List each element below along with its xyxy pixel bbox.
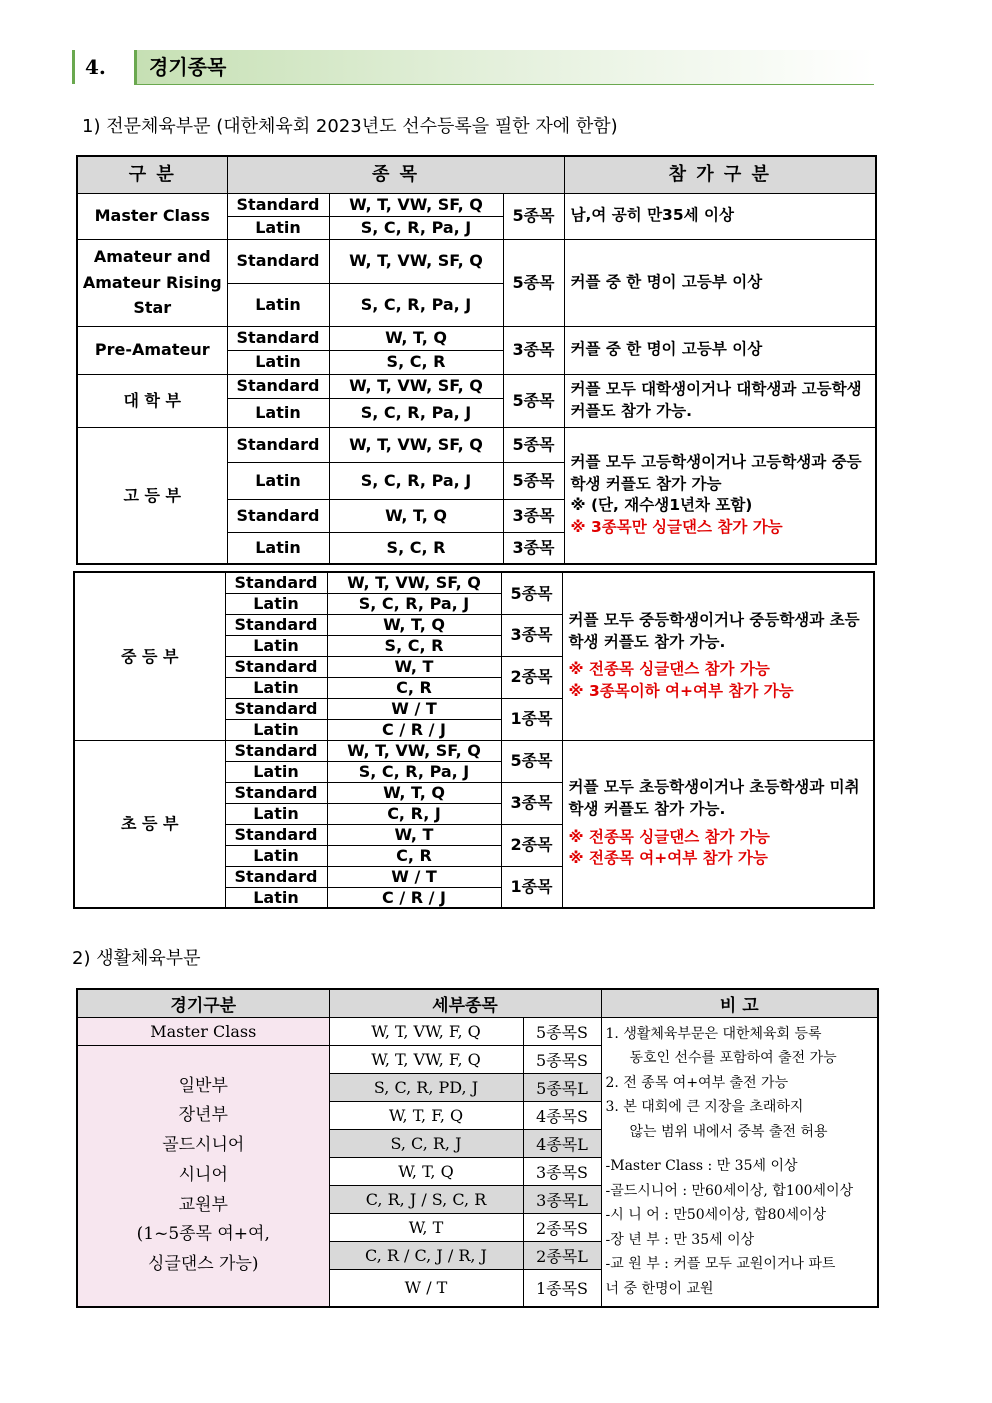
- event-count: 2종목L: [523, 1241, 601, 1269]
- eligibility-note: 커플 중 한 명이 고등부 이상: [564, 326, 876, 374]
- division-line: 일반부: [178, 1075, 228, 1096]
- event-list: S, C, R, J: [329, 1129, 523, 1157]
- section-title: 경기종목: [134, 50, 874, 84]
- dance-type: Standard: [225, 782, 327, 803]
- note-line: 커플 모두 초등학생이거나 초등학생과 미취: [568, 778, 860, 797]
- eligibility-note: [562, 740, 874, 908]
- division-line: 골드시니어: [162, 1135, 245, 1156]
- event-list: W / T: [329, 1269, 523, 1307]
- event-count: 4종목S: [523, 1101, 601, 1129]
- event-list: W, T: [327, 824, 501, 845]
- event-list: W, T: [329, 1213, 523, 1241]
- event-count: 4종목L: [523, 1129, 601, 1157]
- event-list: W, T, Q: [327, 782, 501, 803]
- header-remarks: 비 고: [601, 989, 878, 1017]
- event-list: W, T, Q: [329, 499, 503, 532]
- event-list: S, C, R, Pa, J: [329, 462, 503, 499]
- dance-type: Latin: [225, 761, 327, 782]
- note-line-red: ※ 전종목 여+여부 참가 가능: [568, 849, 768, 868]
- junior-table: [73, 571, 875, 909]
- event-count: 5종목: [503, 239, 564, 326]
- event-count: 5종목: [503, 193, 564, 239]
- note-line: 커플 모두 고등학생이거나 고등학생과 중등: [570, 452, 862, 471]
- dance-type: Latin: [225, 677, 327, 698]
- header-events: 종 목: [227, 156, 564, 193]
- remark-line: -골드시니어 : 만60세이상, 합100세이상: [605, 1182, 854, 1199]
- remark-line: -장 년 부 : 만 35세 이상: [605, 1231, 755, 1248]
- event-list: W, T, VW, SF, Q: [329, 239, 503, 283]
- remark-line: 1. 생활체육부문은 대한체육회 등록: [605, 1025, 822, 1042]
- event-list: S, C, R, Pa, J: [329, 398, 503, 427]
- eligibility-note: [562, 572, 874, 740]
- remark-line: -교 원 부 : 커플 모두 교원이거나 파트: [605, 1256, 836, 1272]
- event-list: C, R: [327, 845, 501, 866]
- dance-type: Standard: [227, 193, 329, 216]
- dance-type: Latin: [227, 350, 329, 374]
- remark-line: 너 중 한명이 교원: [605, 1280, 714, 1297]
- dance-type: Latin: [225, 887, 327, 908]
- dance-type: Standard: [225, 656, 327, 677]
- dance-type: Latin: [227, 216, 329, 239]
- note-line: 커플 모두 대학생이거나 대학생과 고등학생: [570, 379, 862, 398]
- event-list: S, C, R: [329, 532, 503, 564]
- event-list: S, C, R, Pa, J: [327, 593, 501, 614]
- dance-type: Standard: [227, 499, 329, 532]
- event-list: C, R, J: [327, 803, 501, 824]
- event-count: 2종목: [501, 656, 562, 698]
- section-number: 4.: [72, 50, 128, 84]
- event-count: 1종목: [501, 698, 562, 740]
- event-list: W, T, VW, F, Q: [329, 1045, 523, 1073]
- note-line: 학생 커플도 참가 가능: [570, 474, 722, 493]
- dance-type: Latin: [227, 283, 329, 326]
- note-line-red: ※ 3종목만 싱글댄스 참가 가능: [570, 517, 783, 536]
- dance-type: Latin: [225, 845, 327, 866]
- dance-type: Standard: [225, 740, 327, 761]
- event-list: W, T: [327, 656, 501, 677]
- elementary-label: 초 등 부: [74, 740, 225, 908]
- division-line: 교원부: [178, 1194, 228, 1215]
- header-category: 구 분: [77, 156, 227, 193]
- event-list: S, C, R, Pa, J: [327, 761, 501, 782]
- event-list: C, R, J / S, C, R: [329, 1185, 523, 1213]
- master-class-label: Master Class: [77, 193, 227, 239]
- event-list: W, T, VW, F, Q: [329, 1017, 523, 1045]
- remark-line: -시 니 어 : 만50세이상, 합80세이상: [605, 1207, 827, 1223]
- event-count: 5종목S: [523, 1045, 601, 1073]
- dance-type: Standard: [227, 239, 329, 283]
- division-line: 싱글댄스 가능): [147, 1254, 259, 1275]
- event-list: W / T: [327, 698, 501, 719]
- event-count: 5종목: [503, 427, 564, 462]
- dance-type: Latin: [227, 532, 329, 564]
- note-line: 학생 커플도 참가 가능.: [568, 632, 726, 651]
- dance-type: Standard: [225, 572, 327, 593]
- event-list: S, C, R, Pa, J: [329, 216, 503, 239]
- event-list: W, T, VW, SF, Q: [329, 374, 503, 398]
- pro-table: [76, 155, 877, 565]
- event-count: 3종목: [503, 532, 564, 564]
- dance-type: Latin: [227, 462, 329, 499]
- event-count: 1종목: [501, 866, 562, 908]
- note-line: 학생 커플도 참가 가능.: [568, 800, 726, 819]
- eligibility-note: 커플 중 한 명이 고등부 이상: [564, 239, 876, 326]
- event-count: 5종목: [501, 740, 562, 782]
- note-line: 커플도 참가 가능.: [570, 401, 692, 420]
- event-list: S, C, R, PD, J: [329, 1073, 523, 1101]
- event-count: 2종목S: [523, 1213, 601, 1241]
- event-list: W, T, VW, SF, Q: [329, 427, 503, 462]
- division-line: 시니어: [178, 1164, 228, 1185]
- middle-school-label: 중 등 부: [74, 572, 225, 740]
- event-count: 5종목: [501, 572, 562, 614]
- master-class-label: Master Class: [77, 1017, 329, 1045]
- note-line: 커플 모두 중등학생이거나 중등학생과 초등: [568, 610, 860, 629]
- dance-type: Standard: [227, 427, 329, 462]
- remark-line: 3. 본 대회에 큰 지장을 초래하지: [605, 1099, 804, 1115]
- event-list: W, T, Q: [329, 326, 503, 350]
- event-list: S, C, R: [327, 635, 501, 656]
- dance-type: Standard: [225, 866, 327, 887]
- event-count: 3종목S: [523, 1157, 601, 1185]
- event-count: 5종목S: [523, 1017, 601, 1045]
- event-list: C, R: [327, 677, 501, 698]
- remarks-cell: [601, 1017, 878, 1307]
- high-school-label: 고 등 부: [77, 427, 227, 564]
- event-list: C / R / J: [327, 719, 501, 740]
- dance-type: Standard: [225, 824, 327, 845]
- event-list: W, T, VW, SF, Q: [329, 193, 503, 216]
- event-list: W, T, VW, SF, Q: [327, 740, 501, 761]
- dance-type: Latin: [225, 635, 327, 656]
- event-count: 5종목L: [523, 1073, 601, 1101]
- event-list: W, T, VW, SF, Q: [327, 572, 501, 593]
- event-list: W, T, F, Q: [329, 1101, 523, 1129]
- event-list: C / R / J: [327, 887, 501, 908]
- section-underline: [134, 84, 874, 85]
- amateur-label: Amateur and Amateur Rising Star: [77, 239, 227, 326]
- division-line: 장년부: [178, 1105, 228, 1126]
- general-division-label: [77, 1045, 329, 1307]
- dance-type: Latin: [225, 719, 327, 740]
- remark-line: 않는 범위 내에서 중복 출전 허용: [629, 1123, 828, 1140]
- pre-amateur-label: Pre-Amateur: [77, 326, 227, 374]
- note-line-red: ※ 전종목 싱글댄스 참가 가능: [568, 827, 770, 846]
- event-count: 3종목: [503, 499, 564, 532]
- university-label: 대 학 부: [77, 374, 227, 427]
- dance-type: Standard: [225, 614, 327, 635]
- event-list: S, C, R: [329, 350, 503, 374]
- event-count: 3종목L: [523, 1185, 601, 1213]
- dance-type: Latin: [225, 803, 327, 824]
- header-eligibility: 참 가 구 분: [564, 156, 876, 193]
- note-line-red: ※ 전종목 싱글댄스 참가 가능: [568, 660, 770, 679]
- event-count: 5종목: [503, 374, 564, 427]
- part2-heading: 2) 생활체육부문: [72, 948, 201, 969]
- note-line-red: ※ 3종목이하 여+여부 참가 가능: [568, 681, 794, 700]
- dance-type: Latin: [227, 398, 329, 427]
- header-events: 세부종목: [329, 989, 601, 1017]
- dance-type: Standard: [227, 326, 329, 350]
- event-count: 5종목: [503, 462, 564, 499]
- event-count: 3종목: [501, 782, 562, 824]
- dance-type: Latin: [225, 593, 327, 614]
- section-header: [72, 50, 874, 86]
- remark-line: -Master Class : 만 35세 이상: [605, 1158, 798, 1174]
- event-count: 2종목: [501, 824, 562, 866]
- dance-type: Standard: [225, 698, 327, 719]
- event-count: 3종목: [501, 614, 562, 656]
- event-count: 1종목S: [523, 1269, 601, 1307]
- event-list: W, T, Q: [329, 1157, 523, 1185]
- event-list: W, T, Q: [327, 614, 501, 635]
- remark-line: 동호인 선수를 포함하여 출전 가능: [629, 1050, 837, 1066]
- part1-heading: 1) 전문체육부문 (대한체육회 2023년도 선수등록을 필한 자에 한함): [82, 116, 618, 137]
- eligibility-note: [564, 427, 876, 564]
- event-count: 3종목: [503, 326, 564, 374]
- header-category: 경기구분: [77, 989, 329, 1017]
- event-list: W / T: [327, 866, 501, 887]
- remark-line: 2. 전 종목 여+여부 출전 가능: [605, 1074, 789, 1091]
- amateur-sports-table: [76, 988, 879, 1308]
- event-list: C, R / C, J / R, J: [329, 1241, 523, 1269]
- eligibility-note: 남,여 공히 만35세 이상: [564, 193, 876, 239]
- division-line: (1~5종목 여+여,: [136, 1224, 270, 1245]
- dance-type: Standard: [227, 374, 329, 398]
- note-line: ※ (단, 재수생1년차 포함): [570, 496, 753, 515]
- eligibility-note: [564, 374, 876, 427]
- event-list: S, C, R, Pa, J: [329, 283, 503, 326]
